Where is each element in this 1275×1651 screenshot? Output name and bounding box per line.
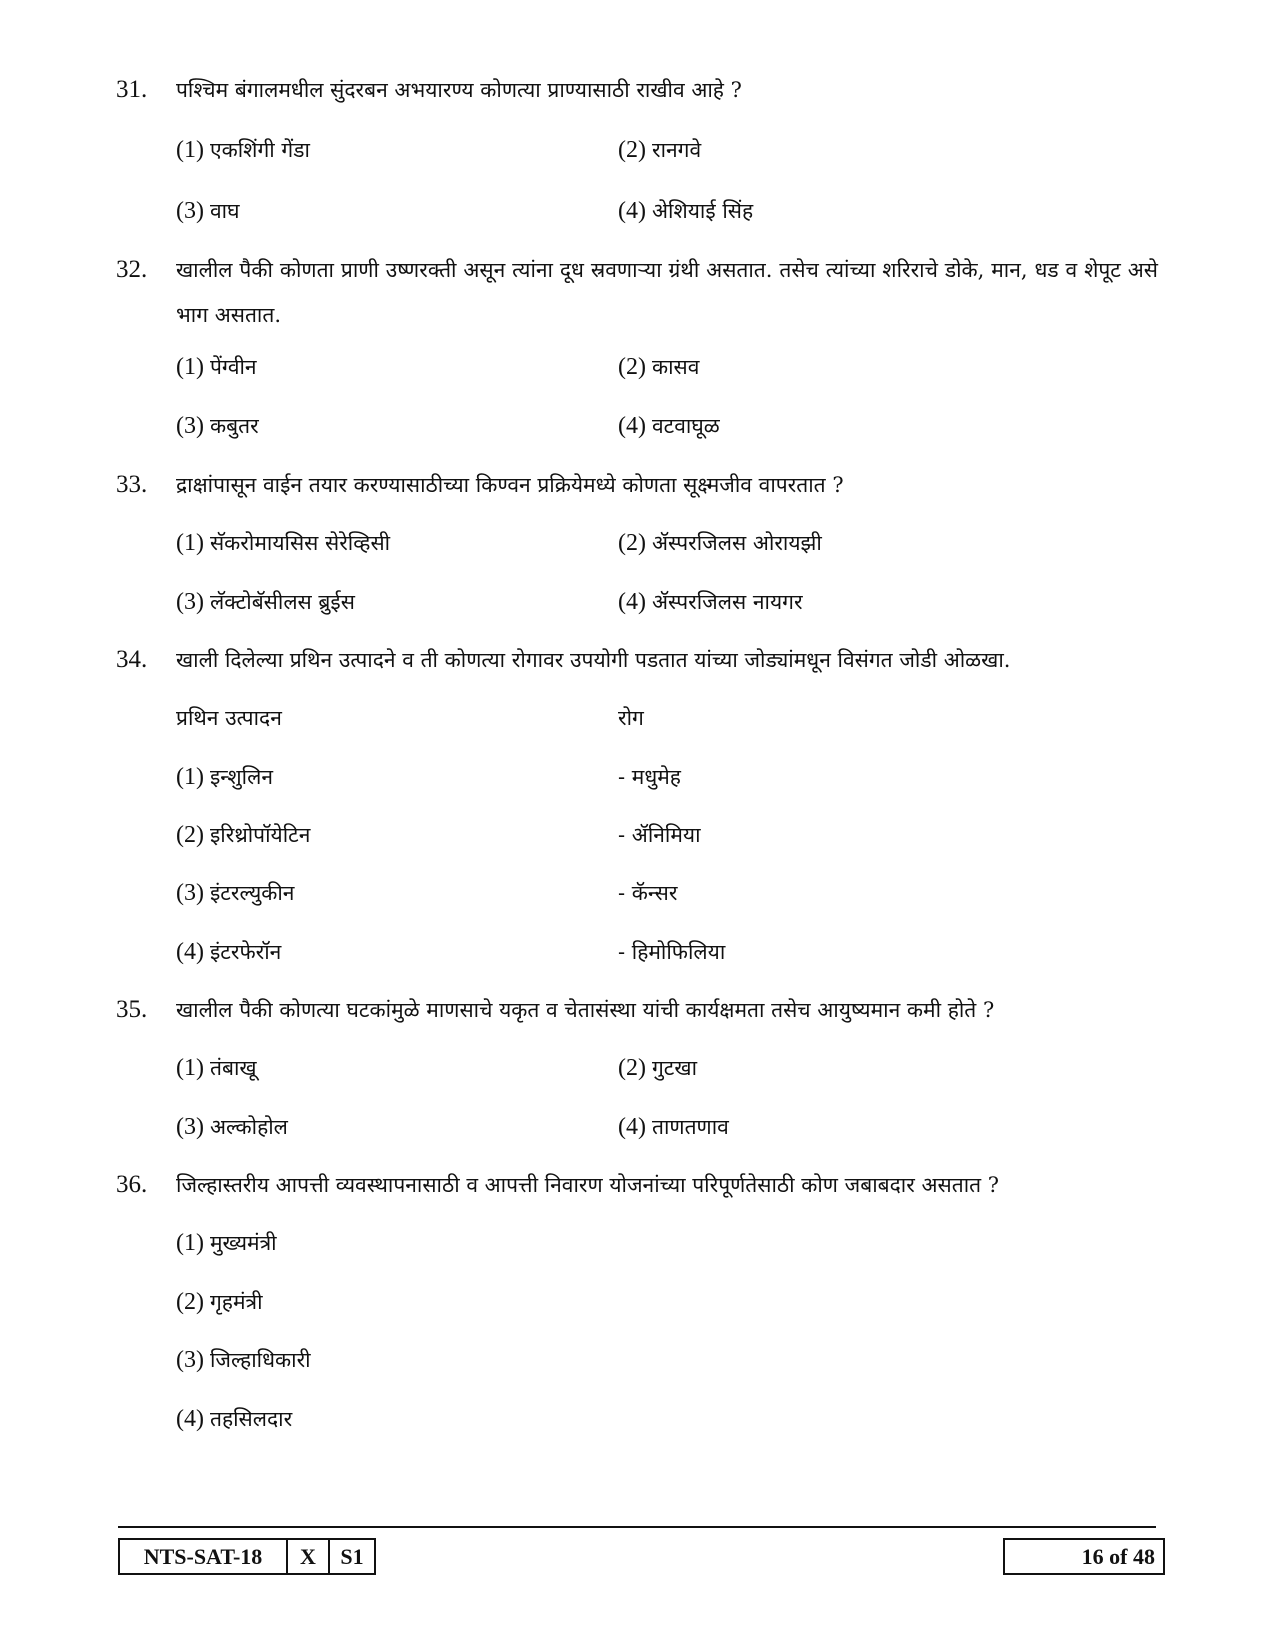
question-number: 34. (116, 646, 148, 673)
option-3: (3) कबुतर (176, 413, 259, 439)
page-number: 16 of 48 (1003, 1538, 1165, 1575)
question-text: खालील पैकी कोणता प्राणी उष्णरक्ती असून त्यांना दूध स्रवणाऱ्या ग्रंथी असतात. तसेच त्यांच्या शरिराचे डोके, मान, धड व शेपूट असे भाग असतात. (176, 258, 1158, 327)
option-1: (1) एकशिंगी गेंडा (176, 137, 310, 163)
question-text: खाली दिलेल्या प्रथिन उत्पादने व ती कोणत्या रोगावर उपयोगी पडतात यांच्या जोड्यांमधून विसंगत जोडी ओळखा. (176, 648, 1011, 672)
class-code: X (288, 1540, 330, 1573)
pair-right-4: - हिमोफिलिया (618, 940, 726, 964)
option-1: (1) पेंग्वीन (176, 354, 257, 380)
option-4: (4) अेशियाई सिंह (618, 198, 754, 224)
pair-left-2: (2) इरिथ्रोपॉयेटिन (176, 822, 311, 848)
paper-code: NTS-SAT-18 (120, 1540, 288, 1573)
option-3: (3) अल्कोहोल (176, 1114, 288, 1140)
set-code: S1 (340, 1543, 364, 1569)
option-4: (4) ॲस्परजिलस नायगर (618, 589, 803, 615)
option-1: (1) तंबाखू (176, 1055, 257, 1081)
option-2: (2) कासव (618, 354, 700, 380)
question-number: 35. (116, 996, 148, 1023)
option-3: (3) लॅक्टोबॅसीलस ब्रुईस (176, 589, 355, 615)
option-4: (4) वटवाघूळ (618, 413, 720, 439)
pair-left-4: (4) इंटरफेरॉन (176, 939, 282, 965)
pair-right-2: - ॲनिमिया (618, 823, 701, 847)
option-3: (3) वाघ (176, 198, 240, 224)
column-header-disease: रोग (618, 706, 644, 730)
pair-right-1: - मधुमेह (618, 765, 681, 789)
footer-divider (118, 1526, 1156, 1528)
option-2: (2) रानगवे (618, 137, 702, 163)
question-number: 36. (116, 1171, 148, 1198)
pair-left-1: (1) इन्शुलिन (176, 764, 274, 790)
paper-code-box (118, 1538, 376, 1575)
question-text: द्राक्षांपासून वाईन तयार करण्यासाठीच्या किण्वन प्रक्रियेमध्ये कोणता सूक्ष्मजीव वापरतात ? (176, 473, 844, 497)
option-2: (2) गुटखा (618, 1055, 698, 1081)
question-number: 31. (116, 76, 148, 103)
question-text: पश्चिम बंगालमधील सुंदरबन अभयारण्य कोणत्या प्राण्यासाठी राखीव आहे ? (176, 78, 742, 102)
question-number: 33. (116, 471, 148, 498)
option-1: (1) सॅकरोमायसिस सेरेव्हिसी (176, 530, 391, 556)
question-text: खालील पैकी कोणत्या घटकांमुळे माणसाचे यकृत व चेतासंस्था यांची कार्यक्षमता तसेच आयुष्यमान कमी होते ? (176, 998, 995, 1022)
pair-right-3: - कॅन्सर (618, 881, 678, 905)
question-text: जिल्हास्तरीय आपत्ती व्यवस्थापनासाठी व आपत्ती निवारण योजनांच्या परिपूर्णतेसाठी कोण जबाबदार असतात ? (176, 1173, 1000, 1197)
question-number: 32. (116, 256, 148, 283)
option-4: (4) तहसिलदार (176, 1406, 293, 1432)
column-header-protein-product: प्रथिन उत्पादन (176, 706, 282, 730)
option-1: (1) मुख्यमंत्री (176, 1230, 277, 1256)
pair-left-3: (3) इंटरल्युकीन (176, 880, 295, 906)
option-4: (4) ताणतणाव (618, 1114, 729, 1140)
option-2: (2) गृहमंत्री (176, 1289, 263, 1315)
option-3: (3) जिल्हाधिकारी (176, 1347, 311, 1373)
option-2: (2) ॲस्परजिलस ओरायझी (618, 530, 822, 556)
